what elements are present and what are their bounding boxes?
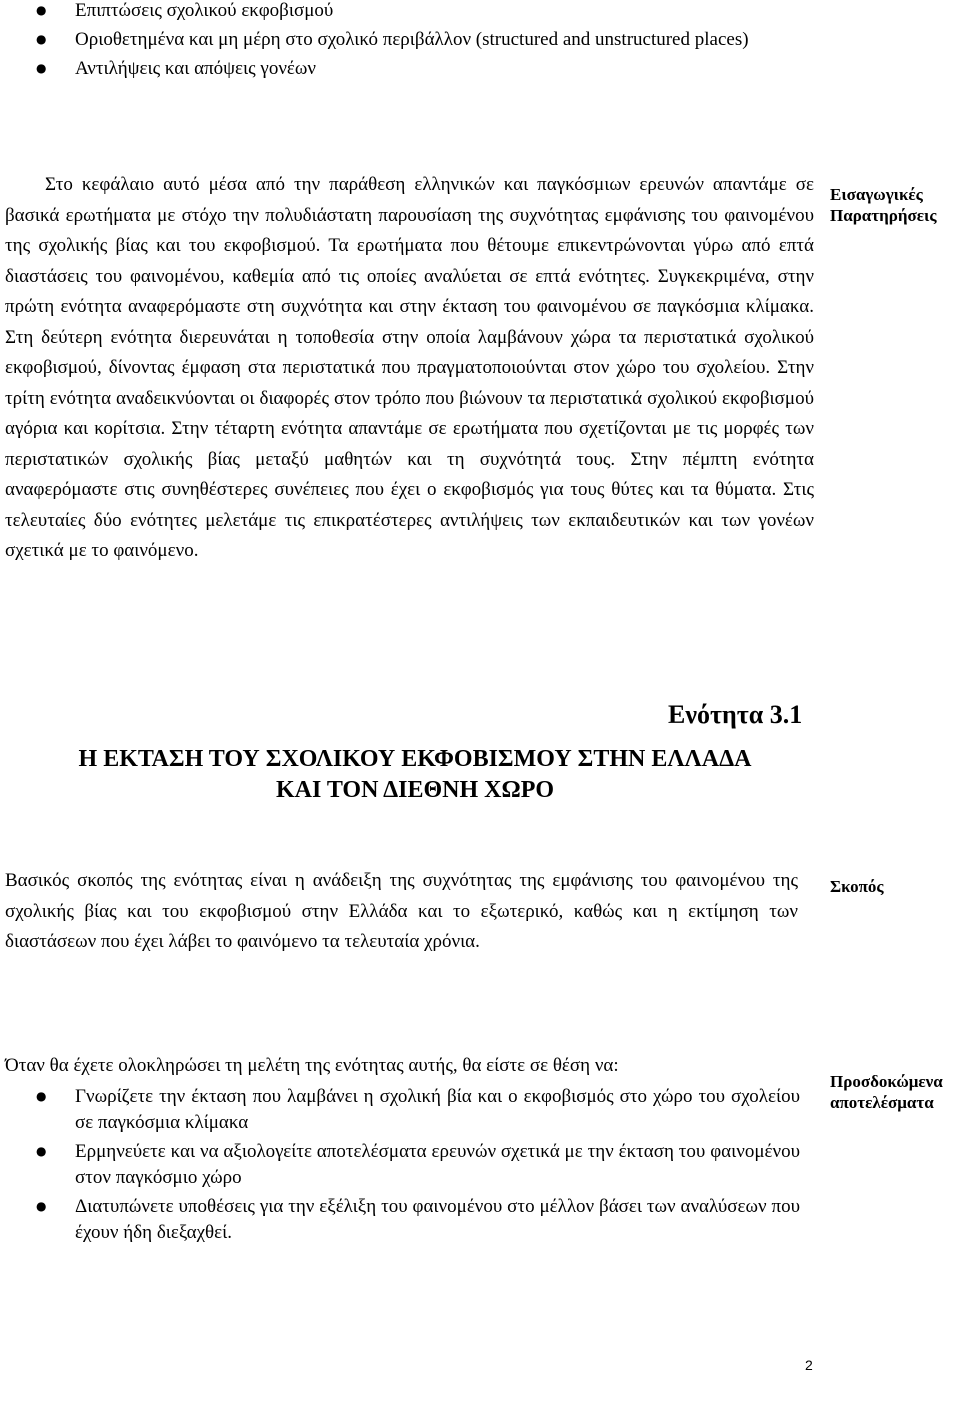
outcomes-list — [0, 1084, 800, 1245]
unit-label: Ενότητα 3.1 — [668, 700, 803, 729]
section-title — [0, 744, 830, 806]
purpose-side-label: Σκοπός — [830, 877, 884, 896]
top-bullet-list — [0, 0, 814, 83]
outcomes-side-label-line1: Προσδοκώμενα — [830, 1072, 943, 1091]
list-item: ● Αντιλήψεις και απόψεις γονέων — [0, 54, 814, 83]
intro-side-label — [830, 184, 960, 226]
outcomes-side-label-line2: αποτελέσματα — [830, 1093, 934, 1112]
intro-side-label-line1: Εισαγωγικές — [830, 185, 923, 204]
list-item: ● Επιπτώσεις σχολικού εκφοβισμού — [0, 0, 814, 25]
list-item: ● Διατυπώνετε υποθέσεις για την εξέλιξη του φαινομένου στο μέλλον βάσει των αναλύσεων που έχουν ήδη διεξαχθεί. — [0, 1194, 800, 1245]
intro-paragraph: Στο κεφάλαιο αυτό μέσα από την παράθεση ελληνικών και παγκόσμιων ερευνών απαντάμε σε βασικά ερωτήματα με στόχο την πολυδιάστατη παρουσίαση της συχνότητας εμφάνισης του φαινομένου της σχολικής βίας και του εκφοβισμού. Τα ερωτήματα που θέτουμε επικεντρώνονται γύρω από επτά διαστάσεις του φαινομένου, καθεμία από τις οποίες αναλύεται σε επτά ενότητες. Συγκεκριμένα, στην πρώτη ενότητα αναφερόμαστε στη συχνότητα και στην έκταση του φαινομένου σε παγκόσμια κλίμακα. Στη δεύτερη ενότητα διερευνάται η τοποθεσία στην οποία λαμβάνουν χώρα τα περιστατικά σχολικού εκφοβισμού, δίνοντας έμφαση στα περιστατικά που πραγματοποιούνται στον χώρο του σχολείου. Στην τρίτη ενότητα αναδεικνύονται οι διαφορές στον τρόπο που βιώνουν τα περιστατικά σχολικού εκφοβισμού αγόρια και κορίτσια. Στην τέταρτη ενότητα απαντάμε σε ερωτήματα που σχετίζονται με τις μορφές των περιστατικών σχολικής βίας μεταξύ μαθητών και τη συχνότητά τους. Στην πέμπτη ενότητα αναφερόμαστε στις συνηθέστερες συνέπειες που έχει ο εκφοβισμός για τους θύτες και τα θύματα. Στις τελευταίες δύο ενότητες μελετάμε τις επικρατέστερες αντιλήψεις των εκπαιδευτικών και των γονέων σχετικά με το φαινόμενο. — [5, 174, 814, 561]
list-item: ● Γνωρίζετε την έκταση που λαμβάνει η σχολική βία και ο εκφοβισμός στο χώρο του σχολείου σε παγκόσμια κλίμακα — [0, 1084, 800, 1135]
page-number: 2 — [805, 1357, 813, 1373]
list-item: ● Οριοθετημένα και μη μέρη στο σχολικό περιβάλλον (structured and unstructured places) — [0, 25, 814, 54]
outcomes-intro: Όταν θα έχετε ολοκληρώσει τη μελέτη της ενότητας αυτής, θα είστε σε θέση να: — [5, 1055, 619, 1076]
list-item: ● Ερμηνεύετε και να αξιολογείτε αποτελέσματα ερευνών σχετικά με την έκταση του φαινομένου στον παγκόσμιο χώρο — [0, 1139, 800, 1190]
section-title-line2: ΚΑΙ ΤΟΝ ΔΙΕΘΝΗ ΧΩΡΟ — [275, 777, 555, 803]
purpose-paragraph: Βασικός σκοπός της ενότητας είναι η ανάδειξη της συχνότητας της εμφάνισης του φαινομένου της σχολικής βίας και του εκφοβισμού στην Ελλάδα και το εξωτερικό, καθώς και η εκτίμηση των διαστάσεων που έχει λάβει το φαινόμενο τα τελευταία χρόνια. — [5, 870, 798, 952]
outcomes-side-label — [830, 1071, 960, 1113]
section-title-line1: Η ΕΚΤΑΣΗ ΤΟΥ ΣΧΟΛΙΚΟΥ ΕΚΦΟΒΙΣΜΟΥ ΣΤΗΝ ΕΛΛΑΔΑ — [78, 746, 752, 772]
intro-side-label-line2: Παρατηρήσεις — [830, 206, 937, 225]
